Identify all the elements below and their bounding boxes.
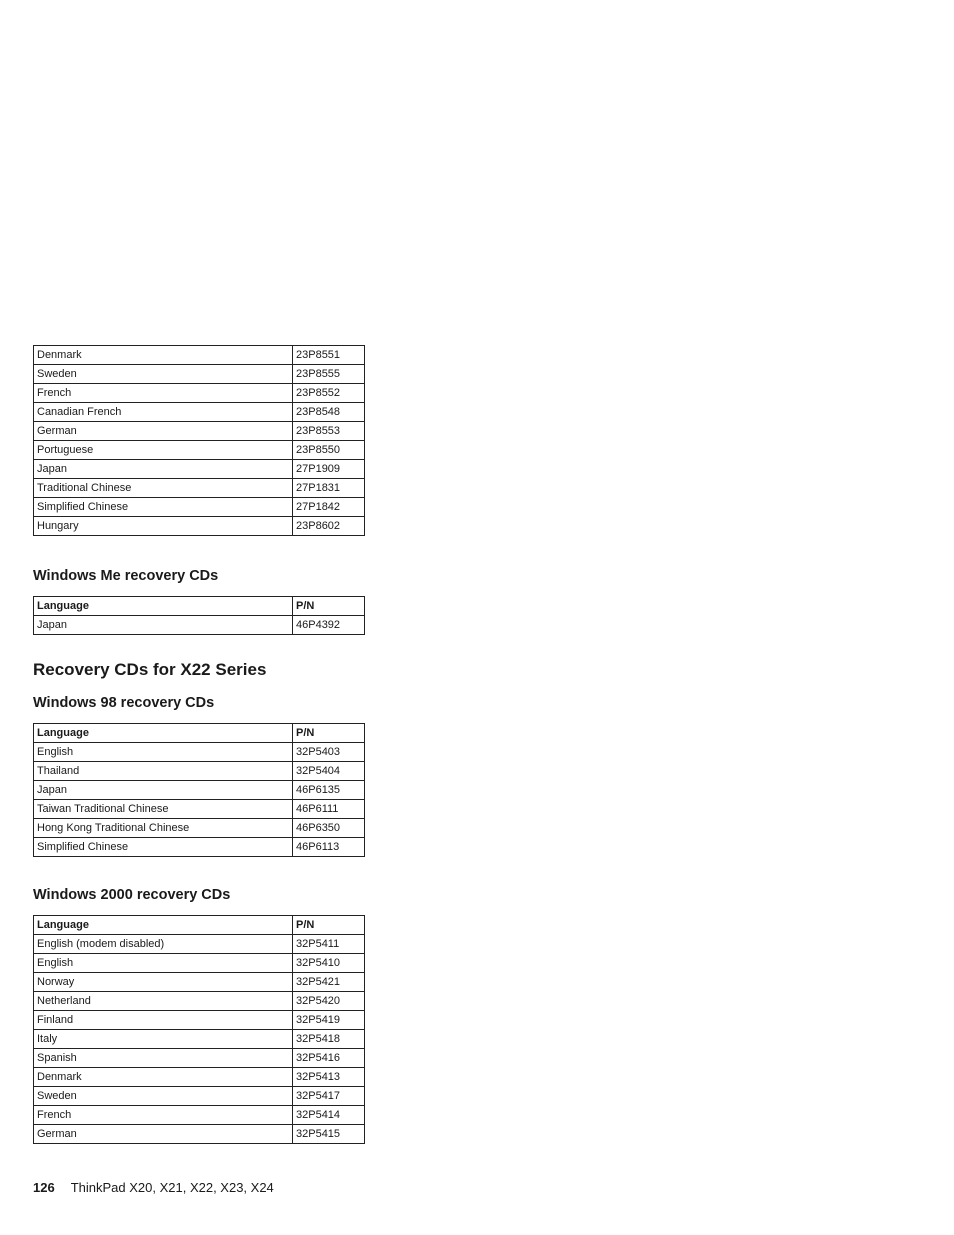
table-row: [34, 935, 365, 954]
language-cell: Simplified Chinese: [34, 498, 293, 517]
language-cell: Spanish: [34, 1049, 293, 1068]
part-number-cell: 32P5419: [293, 1011, 365, 1030]
language-cell: Denmark: [34, 346, 293, 365]
language-cell: Finland: [34, 1011, 293, 1030]
language-cell: French: [34, 384, 293, 403]
part-number-cell: 32P5410: [293, 954, 365, 973]
language-cell: Hong Kong Traditional Chinese: [34, 819, 293, 838]
table-row: [34, 346, 365, 365]
pn-column-header: P/N: [293, 916, 365, 935]
language-cell: Traditional Chinese: [34, 479, 293, 498]
table-row: [34, 819, 365, 838]
table-row: [34, 1011, 365, 1030]
table-row: [34, 498, 365, 517]
table-row: [34, 479, 365, 498]
table-row: [34, 460, 365, 479]
x22-section-heading: Recovery CDs for X22 Series: [33, 660, 267, 679]
table-row: [34, 1125, 365, 1144]
part-number-cell: 32P5416: [293, 1049, 365, 1068]
table-header-row: [34, 916, 365, 935]
part-number-cell: 23P8555: [293, 365, 365, 384]
table-row: [34, 1030, 365, 1049]
language-column-header: Language: [34, 597, 293, 616]
recovery-cd-table-continued: [33, 345, 365, 536]
part-number-cell: 32P5417: [293, 1087, 365, 1106]
part-number-cell: 32P5411: [293, 935, 365, 954]
language-cell: Thailand: [34, 762, 293, 781]
language-cell: Sweden: [34, 1087, 293, 1106]
page-number: 126: [33, 1180, 55, 1195]
pn-column-header: P/N: [293, 724, 365, 743]
table-header-row: [34, 724, 365, 743]
windows-me-table: [33, 596, 365, 635]
table-row: [34, 365, 365, 384]
part-number-cell: 27P1831: [293, 479, 365, 498]
language-cell: Denmark: [34, 1068, 293, 1087]
part-number-cell: 46P4392: [293, 616, 365, 635]
language-cell: Italy: [34, 1030, 293, 1049]
table-row: [34, 422, 365, 441]
language-column-header: Language: [34, 724, 293, 743]
table-row: [34, 762, 365, 781]
windows-98-table: [33, 723, 365, 857]
language-cell: Japan: [34, 460, 293, 479]
table-row: [34, 1049, 365, 1068]
windows-me-heading: Windows Me recovery CDs: [33, 568, 219, 584]
pn-column-header: P/N: [293, 597, 365, 616]
language-column-header: Language: [34, 916, 293, 935]
part-number-cell: 32P5413: [293, 1068, 365, 1087]
part-number-cell: 27P1842: [293, 498, 365, 517]
language-cell: English: [34, 743, 293, 762]
part-number-cell: 23P8602: [293, 517, 365, 536]
language-cell: German: [34, 1125, 293, 1144]
windows-2000-heading: Windows 2000 recovery CDs: [33, 887, 231, 903]
language-cell: Japan: [34, 781, 293, 800]
part-number-cell: 32P5421: [293, 973, 365, 992]
language-cell: English (modem disabled): [34, 935, 293, 954]
part-number-cell: 32P5403: [293, 743, 365, 762]
table-row: [34, 954, 365, 973]
table-row: [34, 1106, 365, 1125]
part-number-cell: 23P8553: [293, 422, 365, 441]
part-number-cell: 27P1909: [293, 460, 365, 479]
language-cell: German: [34, 422, 293, 441]
part-number-cell: 23P8550: [293, 441, 365, 460]
table-row: [34, 403, 365, 422]
part-number-cell: 32P5414: [293, 1106, 365, 1125]
language-cell: Japan: [34, 616, 293, 635]
part-number-cell: 23P8551: [293, 346, 365, 365]
windows-2000-table: [33, 915, 365, 1144]
table-row: [34, 800, 365, 819]
language-cell: Netherland: [34, 992, 293, 1011]
table-row: [34, 1068, 365, 1087]
language-cell: Taiwan Traditional Chinese: [34, 800, 293, 819]
page-footer: [33, 1180, 274, 1195]
table-row: [34, 441, 365, 460]
windows-98-heading: Windows 98 recovery CDs: [33, 695, 215, 711]
part-number-cell: 32P5420: [293, 992, 365, 1011]
part-number-cell: 46P6135: [293, 781, 365, 800]
table-row: [34, 743, 365, 762]
document-title: ThinkPad X20, X21, X22, X23, X24: [70, 1180, 274, 1195]
language-cell: English: [34, 954, 293, 973]
table-row: [34, 517, 365, 536]
language-cell: Hungary: [34, 517, 293, 536]
table-row: [34, 1087, 365, 1106]
part-number-cell: 23P8548: [293, 403, 365, 422]
table-row: [34, 992, 365, 1011]
language-cell: French: [34, 1106, 293, 1125]
table-row: [34, 616, 365, 635]
part-number-cell: 23P8552: [293, 384, 365, 403]
part-number-cell: 46P6350: [293, 819, 365, 838]
part-number-cell: 32P5404: [293, 762, 365, 781]
language-cell: Sweden: [34, 365, 293, 384]
table-header-row: [34, 597, 365, 616]
table-row: [34, 781, 365, 800]
table-row: [34, 838, 365, 857]
part-number-cell: 46P6111: [293, 800, 365, 819]
language-cell: Portuguese: [34, 441, 293, 460]
part-number-cell: 32P5418: [293, 1030, 365, 1049]
language-cell: Canadian French: [34, 403, 293, 422]
part-number-cell: 46P6113: [293, 838, 365, 857]
language-cell: Norway: [34, 973, 293, 992]
table-row: [34, 973, 365, 992]
language-cell: Simplified Chinese: [34, 838, 293, 857]
table-row: [34, 384, 365, 403]
part-number-cell: 32P5415: [293, 1125, 365, 1144]
